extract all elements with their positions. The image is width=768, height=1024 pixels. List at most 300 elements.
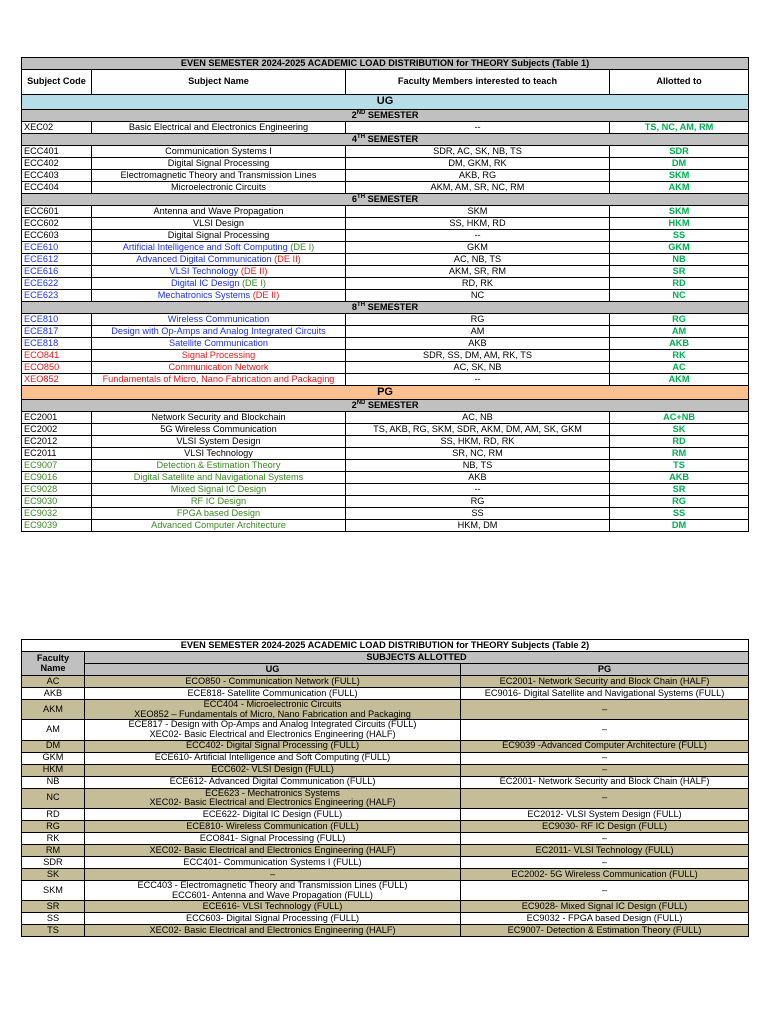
faculty-name: GKM: [22, 752, 85, 764]
allotted-faculty: SKM: [610, 206, 749, 218]
faculty-list: AKB: [346, 338, 610, 350]
ug-subjects: [85, 808, 461, 820]
faculty-row: [22, 880, 749, 900]
subject-row: [22, 436, 749, 448]
subject-code: ECE622: [22, 278, 92, 290]
ug-subject-line: XEC02- Basic Electrical and Electronics Engineering (HALF): [149, 844, 396, 855]
ug-semester-4-number: 4: [351, 134, 358, 145]
pg-subjects: [461, 901, 749, 913]
ug-subject-line: ECE622- Digital IC Design (FULL): [202, 808, 343, 819]
subject-row: [22, 448, 749, 460]
ug-subject-line: ECE817 - Design with Op-Amps and Analog Integrated Circuits (FULL): [128, 719, 417, 730]
subject-code: EC9039: [22, 520, 92, 532]
subject-name-text: Mechatronics Systems: [157, 289, 251, 300]
subject-code: EC2011: [22, 448, 92, 460]
faculty-name: SS: [22, 913, 85, 925]
ug-semester-8-row: [22, 302, 749, 314]
ug-semester-8-ordinal: TH: [357, 302, 366, 309]
faculty-name: AM: [22, 720, 85, 740]
allotted-faculty: SDR: [610, 146, 749, 158]
ug-semester-6-row: [22, 194, 749, 206]
faculty-list: AM: [346, 326, 610, 338]
pg-subjects: [461, 844, 749, 856]
pg-subject-line: EC9016- Digital Satellite and Navigational Systems (FULL): [484, 687, 725, 698]
allotted-faculty: SR: [610, 266, 749, 278]
faculty-list: SKM: [346, 206, 610, 218]
subject-row: [22, 278, 749, 290]
subject-name: [92, 278, 346, 290]
faculty-list: AKB, RG: [346, 170, 610, 182]
allotted-faculty: AKB: [610, 338, 749, 350]
ug-subject-line: XEC02- Basic Electrical and Electronics Engineering (HALF): [149, 728, 396, 739]
faculty-row: [22, 832, 749, 844]
faculty-list: AKM, SR, RM: [346, 266, 610, 278]
subject-row: [22, 350, 749, 362]
header-subject-name: Subject Name: [92, 70, 346, 95]
subject-row: [22, 460, 749, 472]
faculty-list: --: [346, 374, 610, 386]
subject-code: ECC404: [22, 182, 92, 194]
table-2-title-row: [22, 640, 749, 652]
subject-name-text: Artificial Intelligence and Soft Computing: [122, 241, 288, 252]
allotted-faculty: SR: [610, 484, 749, 496]
ug-semester-2-label: [22, 110, 749, 122]
ug-section-row: [22, 95, 749, 110]
pg-subjects: [461, 776, 749, 788]
pg-subject-line: –: [601, 792, 608, 803]
ug-subjects: [85, 776, 461, 788]
table-2-header-row-1: [22, 652, 749, 664]
pg-subject-line: –: [601, 884, 608, 895]
pg-subject-line: EC9007- Detection & Estimation Theory (FULL): [507, 924, 702, 935]
allotted-faculty: AKB: [610, 472, 749, 484]
subject-name-text: Microelectronic Circuits: [171, 181, 266, 192]
pg-section-row: [22, 386, 749, 400]
subject-name-text: Design with Op-Amps and Analog Integrated Circuits: [111, 325, 326, 336]
subject-row: [22, 496, 749, 508]
faculty-list: AC, NB, TS: [346, 254, 610, 266]
faculty-name: RM: [22, 844, 85, 856]
subject-row: [22, 158, 749, 170]
subject-code: ECE817: [22, 326, 92, 338]
faculty-name: NB: [22, 776, 85, 788]
header-allotted-to: Allotted to: [610, 70, 749, 95]
pg-subject-line: EC9030- RF IC Design (FULL): [541, 820, 668, 831]
subject-row: [22, 122, 749, 134]
table-2-title: EVEN SEMESTER 2024-2025 ACADEMIC LOAD DISTRIBUTION for THEORY Subjects (Table 2): [22, 640, 749, 652]
subject-name-text: Wireless Communication: [167, 313, 270, 324]
pg-subject-line: EC2002- 5G Wireless Communication (FULL): [511, 868, 698, 879]
subject-code: EC9030: [22, 496, 92, 508]
subject-row: [22, 326, 749, 338]
elective-tag: (DE I): [239, 277, 266, 288]
subject-name-text: Basic Electrical and Electronics Engineering: [128, 121, 309, 132]
subject-row: [22, 362, 749, 374]
subject-code: ECE616: [22, 266, 92, 278]
pg-subjects: [461, 720, 749, 740]
ug-subject-line: ECC403 - Electromagnetic Theory and Transmission Lines (FULL): [137, 880, 408, 890]
faculty-list: RG: [346, 314, 610, 326]
ug-subject-line: ECO850 - Communication Network (FULL): [185, 675, 360, 686]
allotted-faculty: NC: [610, 290, 749, 302]
pg-subjects: [461, 764, 749, 776]
subject-name-text: Digital Satellite and Navigational Systems: [133, 471, 304, 482]
allotted-faculty: SS: [610, 508, 749, 520]
subject-code: EC2002: [22, 424, 92, 436]
ug-subjects: [85, 868, 461, 880]
faculty-list: AKM, AM, SR, NC, RM: [346, 182, 610, 194]
faculty-name: NC: [22, 788, 85, 808]
ug-subjects: [85, 720, 461, 740]
allotted-faculty: RD: [610, 278, 749, 290]
pg-subjects: [461, 820, 749, 832]
load-distribution-table-1: [21, 57, 749, 532]
allotted-faculty: RK: [610, 350, 749, 362]
faculty-list: SR, NC, RM: [346, 448, 610, 460]
subject-name-text: Digital Signal Processing: [167, 157, 270, 168]
subject-name: [92, 412, 346, 424]
subject-name: [92, 496, 346, 508]
allotted-faculty: RG: [610, 496, 749, 508]
allotted-faculty: RG: [610, 314, 749, 326]
allotted-faculty: SKM: [610, 170, 749, 182]
subject-name-text: VLSI System Design: [176, 435, 261, 446]
ug-subjects: [85, 844, 461, 856]
ug-subjects: [85, 676, 461, 688]
subject-row: [22, 424, 749, 436]
subject-name: [92, 218, 346, 230]
pg-subjects: [461, 856, 749, 868]
ug-subject-line: ECC603- Digital Signal Processing (FULL): [185, 912, 360, 923]
subject-code: ECC403: [22, 170, 92, 182]
pg-semester-2-ordinal: ND: [356, 400, 366, 407]
subject-code: ECC603: [22, 230, 92, 242]
allotted-faculty: AC+NB: [610, 412, 749, 424]
subject-row: [22, 182, 749, 194]
faculty-row: [22, 752, 749, 764]
faculty-name: RK: [22, 832, 85, 844]
subject-name-text: Digital Signal Processing: [167, 229, 270, 240]
ug-subjects: [85, 700, 461, 720]
subject-name: [92, 520, 346, 532]
pg-semester-2-row: [22, 400, 749, 412]
subject-name: [92, 338, 346, 350]
subject-name: [92, 230, 346, 242]
pg-subject-line: EC9028- Mixed Signal IC Design (FULL): [521, 900, 688, 911]
pg-subjects: [461, 913, 749, 925]
subject-name-text: Advanced Digital Communication: [136, 253, 272, 264]
faculty-row: [22, 901, 749, 913]
subject-name: [92, 122, 346, 134]
subject-row: [22, 170, 749, 182]
ug-subject-line: XEC02- Basic Electrical and Electronics Engineering (HALF): [149, 797, 396, 808]
faculty-name: DM: [22, 740, 85, 752]
faculty-row: [22, 808, 749, 820]
subject-code: EC2012: [22, 436, 92, 448]
ug-semester-8-word: SEMESTER: [367, 302, 419, 313]
subject-row: [22, 242, 749, 254]
subject-name: [92, 326, 346, 338]
subject-name: [92, 314, 346, 326]
faculty-list: SS, HKM, RD, RK: [346, 436, 610, 448]
allotted-faculty: AM: [610, 326, 749, 338]
elective-tag: (DE II): [250, 289, 280, 300]
subject-name-text: Communication Network: [168, 361, 269, 372]
table-2-header-row-2: [22, 664, 749, 676]
ug-subjects: [85, 688, 461, 700]
faculty-name: RG: [22, 820, 85, 832]
subject-row: [22, 146, 749, 158]
header-pg: PG: [461, 664, 749, 676]
faculty-list: RD, RK: [346, 278, 610, 290]
subject-name: [92, 158, 346, 170]
subject-code: ECE818: [22, 338, 92, 350]
pg-subjects: [461, 676, 749, 688]
faculty-list: NB, TS: [346, 460, 610, 472]
subject-row: [22, 314, 749, 326]
ug-subject-line: ECE610- Artificial Intelligence and Soft Computing (FULL): [154, 752, 391, 763]
ug-semester-4-row: [22, 134, 749, 146]
subject-name-text: Satellite Communication: [168, 337, 269, 348]
subject-code: ECE623: [22, 290, 92, 302]
faculty-list: TS, AKB, RG, SKM, SDR, AKM, DM, AM, SK, GKM: [346, 424, 610, 436]
header-faculty-members: Faculty Members interested to teach: [346, 70, 610, 95]
subject-row: [22, 338, 749, 350]
subject-name-text: Advanced Computer Architecture: [151, 519, 286, 530]
ug-subjects: [85, 788, 461, 808]
subject-row: [22, 206, 749, 218]
subject-name: [92, 424, 346, 436]
load-distribution-table-2: [21, 639, 749, 937]
subject-name-text: FPGA based Design: [176, 507, 261, 518]
subject-name: [92, 448, 346, 460]
ug-subjects: [85, 820, 461, 832]
ug-semester-6-ordinal: TH: [357, 194, 366, 201]
pg-semester-2-word: SEMESTER: [367, 400, 419, 411]
ug-subject-line: ECE818- Satellite Communication (FULL): [187, 687, 358, 698]
ug-subject-line: ECE810- Wireless Communication (FULL): [186, 820, 359, 831]
subject-name-text: Signal Processing: [181, 349, 256, 360]
pg-subject-line: –: [601, 724, 608, 735]
faculty-name: SK: [22, 868, 85, 880]
subject-row: [22, 472, 749, 484]
allotted-faculty: NB: [610, 254, 749, 266]
faculty-list: --: [346, 122, 610, 134]
subject-name: [92, 254, 346, 266]
subject-row: [22, 484, 749, 496]
faculty-row: [22, 676, 749, 688]
faculty-name: AC: [22, 676, 85, 688]
subject-name-text: Fundamentals of Micro, Nano Fabrication and Packaging: [102, 373, 335, 384]
faculty-list: SDR, AC, SK, NB, TS: [346, 146, 610, 158]
subject-code: ECC401: [22, 146, 92, 158]
pg-subjects: [461, 700, 749, 720]
faculty-list: --: [346, 230, 610, 242]
ug-subjects: [85, 925, 461, 937]
ug-semester-2-ordinal: ND: [356, 110, 366, 117]
subject-code: ECE612: [22, 254, 92, 266]
faculty-row: [22, 913, 749, 925]
ug-section-label: UG: [22, 95, 749, 110]
subject-code: EC9028: [22, 484, 92, 496]
subject-name-text: RF IC Design: [190, 495, 247, 506]
faculty-list: GKM: [346, 242, 610, 254]
faculty-name: SKM: [22, 880, 85, 900]
allotted-faculty: RM: [610, 448, 749, 460]
allotted-faculty: AKM: [610, 374, 749, 386]
ug-subject-line: ECC602- VLSI Design (FULL): [211, 764, 334, 775]
pg-subject-line: –: [601, 832, 608, 843]
subject-name: [92, 350, 346, 362]
ug-semester-6-number: 6: [351, 194, 358, 205]
faculty-row: [22, 856, 749, 868]
subject-name-text: Mixed Signal IC Design: [170, 483, 267, 494]
subject-name-text: Digital IC Design: [171, 277, 240, 288]
pg-subjects: [461, 688, 749, 700]
pg-subjects: [461, 788, 749, 808]
subject-name: [92, 206, 346, 218]
ug-semester-2-number: 2: [351, 110, 357, 121]
ug-semester-2-word: SEMESTER: [367, 110, 419, 121]
ug-semester-6-word: SEMESTER: [367, 194, 419, 205]
ug-subjects: [85, 856, 461, 868]
header-ug: UG: [85, 664, 461, 676]
ug-subjects: [85, 752, 461, 764]
pg-subjects: [461, 925, 749, 937]
subject-code: ECC402: [22, 158, 92, 170]
faculty-row: [22, 820, 749, 832]
ug-subjects: [85, 764, 461, 776]
faculty-name: AKM: [22, 700, 85, 720]
allotted-faculty: AC: [610, 362, 749, 374]
subject-name-text: Detection & Estimation Theory: [156, 459, 281, 470]
pg-subject-line: EC9039 -Advanced Computer Architecture (FULL): [502, 740, 707, 751]
subject-code: EC9016: [22, 472, 92, 484]
faculty-row: [22, 720, 749, 740]
allotted-faculty: RD: [610, 436, 749, 448]
subject-name-text: Electromagnetic Theory and Transmission Lines: [120, 169, 317, 180]
subject-name-text: Communication Systems I: [165, 145, 272, 156]
subject-name: [92, 436, 346, 448]
ug-subject-line: –: [269, 868, 276, 879]
subject-code: ECO850: [22, 362, 92, 374]
ug-subject-line: ECC402- Digital Signal Processing (FULL): [185, 740, 360, 751]
faculty-row: [22, 844, 749, 856]
subject-name-text: VLSI Technology: [169, 265, 239, 276]
pg-subjects: [461, 880, 749, 900]
table-1-header-row: [22, 70, 749, 95]
ug-subjects: [85, 901, 461, 913]
ug-subject-line: ECO841- Signal Processing (FULL): [199, 832, 346, 843]
faculty-row: [22, 788, 749, 808]
ug-subject-line: ECE616- VLSI Technology (FULL): [202, 900, 343, 911]
ug-subjects: [85, 880, 461, 900]
faculty-list: AKB: [346, 472, 610, 484]
subject-row: [22, 218, 749, 230]
subject-code: ECC601: [22, 206, 92, 218]
subject-name-text: Antenna and Wave Propagation: [153, 205, 284, 216]
faculty-name: TS: [22, 925, 85, 937]
pg-subjects: [461, 752, 749, 764]
faculty-row: [22, 700, 749, 720]
ug-semester-4-label: [22, 134, 749, 146]
subject-name: [92, 374, 346, 386]
pg-subject-line: EC9032 - FPGA based Design (FULL): [526, 912, 683, 923]
faculty-list: RG: [346, 496, 610, 508]
subject-name-text: VLSI Technology: [184, 447, 253, 458]
faculty-name: SR: [22, 901, 85, 913]
pg-subject-line: EC2001- Network Security and Block Chain (HALF): [499, 675, 710, 686]
subject-code: EC9032: [22, 508, 92, 520]
ug-subjects: [85, 832, 461, 844]
faculty-name: HKM: [22, 764, 85, 776]
faculty-list: --: [346, 484, 610, 496]
header-faculty-name: Faculty Name: [22, 652, 85, 676]
pg-subject-line: EC2012- VLSI System Design (FULL): [527, 808, 682, 819]
ug-semester-8-label: [22, 302, 749, 314]
allotted-faculty: AKM: [610, 182, 749, 194]
pg-semester-2-number: 2: [351, 400, 357, 411]
ug-semester-4-ordinal: TH: [357, 134, 366, 141]
faculty-row: [22, 688, 749, 700]
table-1-title-row: [22, 58, 749, 70]
subject-row: [22, 508, 749, 520]
elective-tag: (DE I): [287, 241, 315, 252]
pg-subjects: [461, 740, 749, 752]
subject-code: XEO852: [22, 374, 92, 386]
subject-name-text: VLSI Design: [192, 217, 245, 228]
faculty-list: SS: [346, 508, 610, 520]
subject-row: [22, 230, 749, 242]
elective-tag: (DE II): [238, 265, 268, 276]
subject-name: [92, 266, 346, 278]
subject-row: [22, 254, 749, 266]
faculty-row: [22, 740, 749, 752]
faculty-list: DM, GKM, RK: [346, 158, 610, 170]
subject-name: [92, 242, 346, 254]
subject-code: EC9007: [22, 460, 92, 472]
pg-subject-line: EC2011- VLSI Technology (FULL): [535, 844, 674, 855]
pg-subject-line: –: [601, 764, 608, 775]
subject-name: [92, 484, 346, 496]
pg-subject-line: –: [601, 703, 608, 714]
allotted-faculty: DM: [610, 520, 749, 532]
pg-subject-line: –: [601, 752, 608, 763]
subject-name-text: 5G Wireless Communication: [160, 423, 277, 434]
ug-subject-line: ECE623 - Mechatronics Systems: [205, 788, 340, 798]
pg-subjects: [461, 808, 749, 820]
ug-semester-8-number: 8: [351, 302, 358, 313]
ug-semester-4-word: SEMESTER: [367, 134, 419, 145]
subject-name: [92, 472, 346, 484]
allotted-faculty: HKM: [610, 218, 749, 230]
pg-section-label: PG: [22, 386, 749, 400]
header-subjects-allotted: SUBJECTS ALLOTTED: [85, 652, 749, 664]
ug-subject-line: ECC404 - Microelectronic Circuits: [203, 699, 342, 709]
allotted-faculty: TS, NC, AM, RM: [610, 122, 749, 134]
ug-subject-line: ECC401- Communication Systems I (FULL): [183, 856, 362, 867]
subject-name: [92, 170, 346, 182]
faculty-list: SS, HKM, RD: [346, 218, 610, 230]
allotted-faculty: TS: [610, 460, 749, 472]
faculty-name: AKB: [22, 688, 85, 700]
subject-code: XEC02: [22, 122, 92, 134]
subject-row: [22, 374, 749, 386]
subject-row: [22, 290, 749, 302]
elective-tag: (DE II): [271, 253, 301, 264]
faculty-row: [22, 925, 749, 937]
allotted-faculty: SS: [610, 230, 749, 242]
